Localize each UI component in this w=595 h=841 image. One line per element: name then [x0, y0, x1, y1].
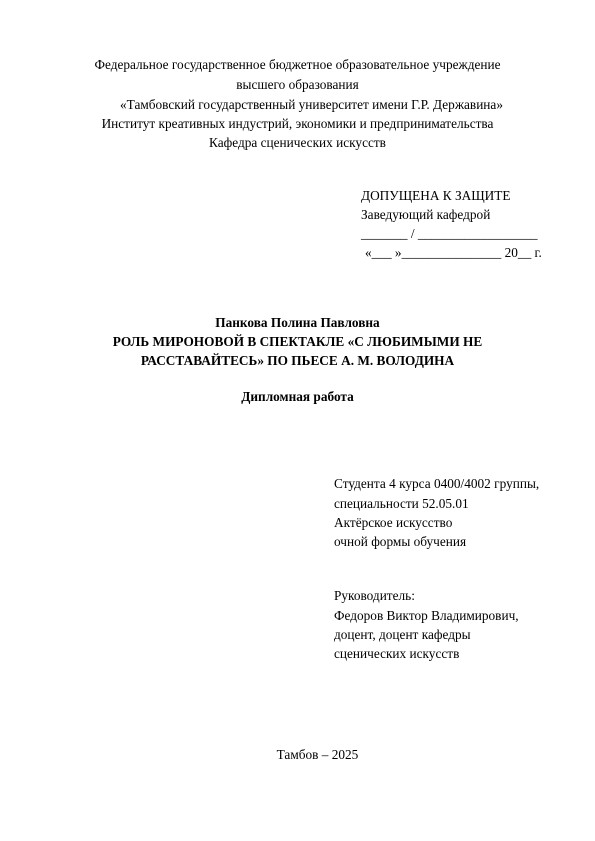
supervisor-name: Федоров Виктор Владимирович, [334, 608, 519, 623]
approval-role: Заведующий кафедрой [361, 207, 491, 222]
student-info-line-4: очной формы обучения [334, 534, 467, 549]
thesis-title-line-1: РОЛЬ МИРОНОВОЙ В СПЕКТАКЛЕ «С ЛЮБИМЫМИ НЕ [112, 334, 483, 349]
supervisor-position-line-2: сценических искусств [334, 646, 460, 661]
header-line-4: Институт креативных индустрий, экономики и предпринимательства [101, 116, 494, 131]
student-info-line-2: специальности 52.05.01 [334, 496, 469, 511]
student-info-line-3: Актёрское искусство [334, 515, 453, 530]
author-name: Панкова Полина Павловна [215, 315, 380, 330]
supervisor-position-line-1: доцент, доцент кафедры [334, 627, 471, 642]
approval-title: ДОПУЩЕНА К ЗАЩИТЕ [361, 188, 511, 203]
header-line-3: «Тамбовский государственный университет имени Г.Р. Державина» [120, 97, 503, 112]
approval-date-line: «___ »_______________ 20__ г. [365, 245, 542, 260]
approval-signature-line: _______ / __________________ [361, 226, 538, 241]
thesis-title-line-2: РАССТАВАЙТЕСЬ» ПО ПЬЕСЕ А. М. ВОЛОДИНА [140, 353, 455, 368]
work-type: Дипломная работа [241, 389, 354, 404]
city-year: Тамбов – 2025 [276, 747, 359, 762]
student-info-line-1: Студента 4 курса 0400/4002 группы, [334, 476, 540, 491]
header-line-1: Федеральное государственное бюджетное образовательное учреждение [94, 57, 501, 72]
supervisor-label: Руководитель: [334, 588, 415, 603]
header-line-2: высшего образования [236, 77, 359, 92]
header-line-5: Кафедра сценических искусств [209, 135, 386, 150]
